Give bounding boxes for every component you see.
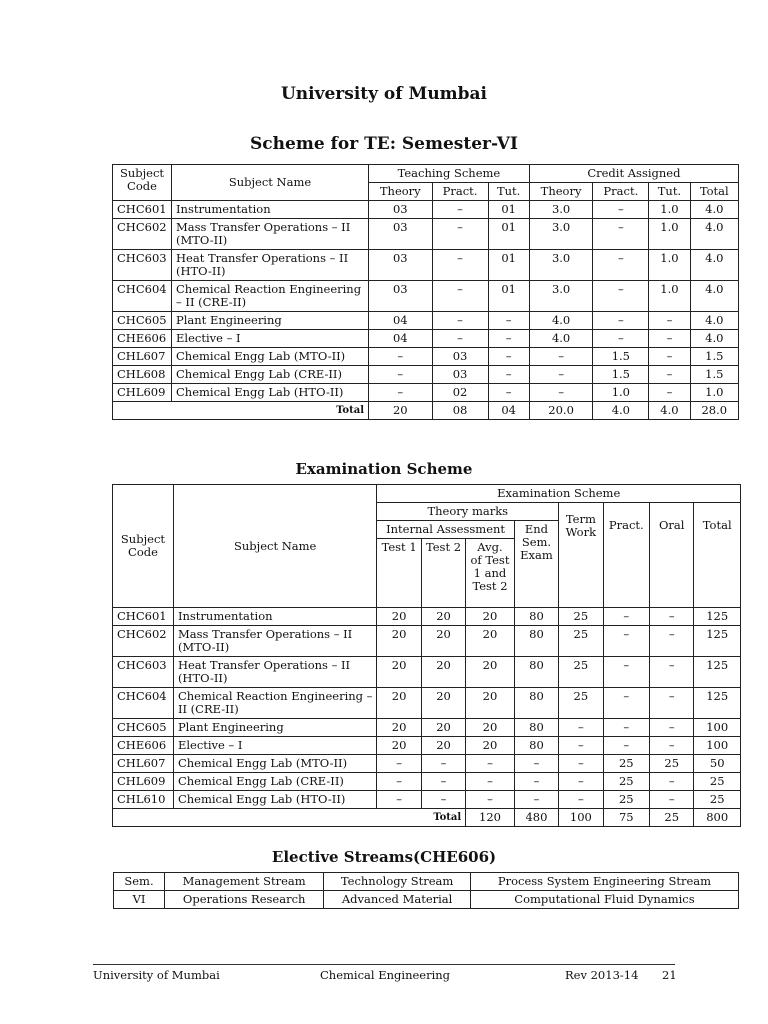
management-value: Operations Research bbox=[165, 891, 324, 909]
table-cell: – bbox=[466, 755, 515, 773]
total-row bbox=[113, 809, 741, 827]
table-cell: 4.0 bbox=[690, 219, 738, 250]
table-cell: – bbox=[432, 312, 488, 330]
table-row bbox=[113, 281, 739, 312]
table-cell: 20 bbox=[377, 737, 421, 755]
table-cell: – bbox=[377, 755, 421, 773]
table-cell: – bbox=[650, 719, 694, 737]
table-cell: – bbox=[603, 626, 649, 657]
header-subject-name: Subject Name bbox=[173, 485, 376, 608]
header-sem: Sem. bbox=[114, 873, 165, 891]
table-cell: – bbox=[488, 312, 529, 330]
table-cell: – bbox=[559, 737, 603, 755]
header-avg: Avg. of Test 1 and Test 2 bbox=[466, 539, 515, 608]
scheme-title: Scheme for TE: Semester-VI bbox=[250, 134, 518, 154]
table-row bbox=[113, 657, 741, 688]
table-row bbox=[113, 608, 741, 626]
table-cell: 04 bbox=[369, 330, 433, 348]
subject-code: CHL609 bbox=[113, 773, 174, 791]
table-cell: 20 bbox=[466, 719, 515, 737]
table-row bbox=[113, 330, 739, 348]
table-cell: 1.0 bbox=[649, 281, 690, 312]
header-pract: Pract. bbox=[432, 183, 488, 201]
table-cell: 20 bbox=[421, 688, 465, 719]
table-cell: 1.5 bbox=[690, 366, 738, 384]
table-cell: 03 bbox=[432, 348, 488, 366]
table-cell: – bbox=[650, 737, 694, 755]
table-cell: 80 bbox=[514, 608, 558, 626]
subject-code: CHL609 bbox=[113, 384, 172, 402]
table-cell: 80 bbox=[514, 657, 558, 688]
table-cell: – bbox=[593, 219, 649, 250]
total-cell: 20 bbox=[369, 402, 433, 420]
subject-name: Heat Transfer Operations – II (HTO-II) bbox=[172, 250, 369, 281]
table-cell: – bbox=[421, 773, 465, 791]
table-cell: 1.0 bbox=[593, 384, 649, 402]
table-cell: – bbox=[649, 348, 690, 366]
table-cell: 80 bbox=[514, 737, 558, 755]
total-label: Total bbox=[113, 402, 369, 420]
subject-name: Instrumentation bbox=[173, 608, 376, 626]
table-cell: – bbox=[488, 348, 529, 366]
subject-code: CHL607 bbox=[113, 348, 172, 366]
header-credit-assigned: Credit Assigned bbox=[529, 165, 738, 183]
table-row bbox=[113, 773, 741, 791]
elective-streams-table bbox=[113, 872, 739, 909]
table-cell: – bbox=[529, 384, 593, 402]
subject-code: CHC605 bbox=[113, 719, 174, 737]
table-cell: – bbox=[432, 281, 488, 312]
table-cell: – bbox=[649, 330, 690, 348]
table-cell: – bbox=[432, 330, 488, 348]
header-oral: Oral bbox=[650, 503, 694, 608]
table-cell: 4.0 bbox=[690, 312, 738, 330]
table-cell: 20 bbox=[466, 657, 515, 688]
footer-university: University of Mumbai bbox=[93, 968, 220, 982]
table-cell: – bbox=[514, 755, 558, 773]
header-subject-code: Subject Code bbox=[113, 485, 174, 608]
footer-page-number: 21 bbox=[662, 968, 677, 982]
table-cell: – bbox=[432, 250, 488, 281]
table-cell: – bbox=[488, 384, 529, 402]
table-cell: 20 bbox=[377, 719, 421, 737]
header-tut: Tut. bbox=[488, 183, 529, 201]
subject-code: CHL608 bbox=[113, 366, 172, 384]
table-cell: 125 bbox=[694, 657, 741, 688]
exam-title: Examination Scheme bbox=[295, 460, 473, 478]
subject-name: Mass Transfer Operations – II (MTO-II) bbox=[173, 626, 376, 657]
header-pract: Pract. bbox=[593, 183, 649, 201]
table-cell: 03 bbox=[369, 201, 433, 219]
table-cell: – bbox=[421, 755, 465, 773]
header-end-sem: End Sem. Exam bbox=[514, 521, 558, 608]
subject-name: Elective – I bbox=[173, 737, 376, 755]
total-row bbox=[113, 402, 739, 420]
header-theory: Theory bbox=[369, 183, 433, 201]
subject-name: Chemical Engg Lab (MTO-II) bbox=[172, 348, 369, 366]
table-cell: 20 bbox=[377, 626, 421, 657]
subject-name: Mass Transfer Operations – II (MTO-II) bbox=[172, 219, 369, 250]
table-cell: 25 bbox=[559, 608, 603, 626]
table-cell: 50 bbox=[694, 755, 741, 773]
subject-code: CHC601 bbox=[113, 201, 172, 219]
table-row bbox=[113, 791, 741, 809]
total-cell: 75 bbox=[603, 809, 649, 827]
teaching-scheme-table bbox=[112, 164, 739, 420]
footer-department: Chemical Engineering bbox=[320, 968, 451, 982]
table-cell: – bbox=[603, 657, 649, 688]
total-cell: 480 bbox=[514, 809, 558, 827]
table-cell: 20 bbox=[421, 608, 465, 626]
subject-name: Elective – I bbox=[172, 330, 369, 348]
table-cell: 25 bbox=[559, 688, 603, 719]
table-cell: – bbox=[593, 330, 649, 348]
table-cell: 03 bbox=[369, 281, 433, 312]
table-cell: – bbox=[559, 791, 603, 809]
table-cell: – bbox=[559, 719, 603, 737]
subject-name: Heat Transfer Operations – II (HTO-II) bbox=[173, 657, 376, 688]
subject-code: CHC603 bbox=[113, 657, 174, 688]
table-cell: 25 bbox=[603, 773, 649, 791]
table-cell: – bbox=[603, 737, 649, 755]
table-row bbox=[113, 219, 739, 250]
table-cell: 4.0 bbox=[529, 312, 593, 330]
subject-code: CHC604 bbox=[113, 281, 172, 312]
table-cell: – bbox=[432, 219, 488, 250]
table-cell: 01 bbox=[488, 281, 529, 312]
total-cell: 4.0 bbox=[649, 402, 690, 420]
table-cell: – bbox=[432, 201, 488, 219]
header-exam-scheme: Examination Scheme bbox=[377, 485, 741, 503]
subject-name: Chemical Engg Lab (CRE-II) bbox=[172, 366, 369, 384]
table-cell: 1.5 bbox=[593, 348, 649, 366]
table-cell: – bbox=[603, 719, 649, 737]
table-cell: 1.0 bbox=[690, 384, 738, 402]
table-cell: – bbox=[649, 384, 690, 402]
table-cell: 3.0 bbox=[529, 201, 593, 219]
table-cell: 20 bbox=[377, 688, 421, 719]
table-cell: – bbox=[649, 312, 690, 330]
table-cell: – bbox=[603, 688, 649, 719]
table-cell: 02 bbox=[432, 384, 488, 402]
table-cell: 20 bbox=[421, 626, 465, 657]
header-technology: Technology Stream bbox=[324, 873, 471, 891]
table-cell: 1.0 bbox=[649, 250, 690, 281]
subject-code: CHE606 bbox=[113, 330, 172, 348]
table-cell: – bbox=[650, 773, 694, 791]
table-cell: 25 bbox=[694, 791, 741, 809]
table-cell: – bbox=[514, 791, 558, 809]
table-cell: 3.0 bbox=[529, 219, 593, 250]
table-cell: – bbox=[377, 791, 421, 809]
table-cell: – bbox=[466, 791, 515, 809]
table-cell: 25 bbox=[559, 626, 603, 657]
table-cell: 4.0 bbox=[690, 201, 738, 219]
table-cell: – bbox=[369, 348, 433, 366]
table-cell: – bbox=[593, 281, 649, 312]
table-row bbox=[113, 366, 739, 384]
table-cell: 25 bbox=[603, 755, 649, 773]
header-internal-assessment: Internal Assessment bbox=[377, 521, 514, 539]
table-cell: – bbox=[649, 366, 690, 384]
header-pract: Pract. bbox=[603, 503, 649, 608]
table-cell: – bbox=[593, 201, 649, 219]
elective-title: Elective Streams(CHE606) bbox=[271, 848, 497, 866]
subject-code: CHC602 bbox=[113, 219, 172, 250]
footer-revision: Rev 2013-14 bbox=[565, 968, 639, 982]
table-cell: 03 bbox=[369, 250, 433, 281]
total-cell: 20.0 bbox=[529, 402, 593, 420]
header-process-system: Process System Engineering Stream bbox=[470, 873, 738, 891]
page-title: University of Mumbai bbox=[280, 84, 488, 104]
table-cell: 20 bbox=[377, 608, 421, 626]
subject-name: Chemical Reaction Engineering – II (CRE-II) bbox=[173, 688, 376, 719]
table-cell: 20 bbox=[466, 608, 515, 626]
table-cell: 125 bbox=[694, 688, 741, 719]
table-cell: 80 bbox=[514, 688, 558, 719]
header-subject-code: Subject Code bbox=[113, 165, 172, 201]
exam-scheme-table bbox=[112, 484, 741, 827]
total-cell: 08 bbox=[432, 402, 488, 420]
subject-name: Instrumentation bbox=[172, 201, 369, 219]
table-cell: 25 bbox=[694, 773, 741, 791]
header-teaching-scheme: Teaching Scheme bbox=[369, 165, 530, 183]
table-cell: 01 bbox=[488, 201, 529, 219]
header-term-work: Term Work bbox=[559, 503, 603, 608]
table-cell: 20 bbox=[466, 626, 515, 657]
table-cell: 1.5 bbox=[690, 348, 738, 366]
header-theory: Theory bbox=[529, 183, 593, 201]
footer-rule bbox=[93, 964, 675, 965]
table-cell: 25 bbox=[603, 791, 649, 809]
subject-name: Plant Engineering bbox=[172, 312, 369, 330]
subject-code: CHE606 bbox=[113, 737, 174, 755]
table-cell: 4.0 bbox=[690, 281, 738, 312]
table-cell: – bbox=[369, 384, 433, 402]
table-cell: 4.0 bbox=[690, 250, 738, 281]
total-cell: 25 bbox=[650, 809, 694, 827]
table-cell: 20 bbox=[421, 737, 465, 755]
table-cell: 03 bbox=[432, 366, 488, 384]
table-row bbox=[113, 755, 741, 773]
header-total: Total bbox=[694, 503, 741, 608]
total-cell: 800 bbox=[694, 809, 741, 827]
table-cell: – bbox=[514, 773, 558, 791]
table-cell: – bbox=[593, 250, 649, 281]
header-test-1: Test 1 bbox=[377, 539, 421, 608]
table-cell: – bbox=[650, 688, 694, 719]
table-cell: – bbox=[369, 366, 433, 384]
subject-name: Chemical Engg Lab (MTO-II) bbox=[173, 755, 376, 773]
table-cell: – bbox=[650, 791, 694, 809]
table-row bbox=[113, 688, 741, 719]
subject-name: Chemical Engg Lab (CRE-II) bbox=[173, 773, 376, 791]
header-tut: Tut. bbox=[649, 183, 690, 201]
table-cell: – bbox=[421, 791, 465, 809]
total-cell: 4.0 bbox=[593, 402, 649, 420]
table-cell: – bbox=[377, 773, 421, 791]
table-cell: 20 bbox=[421, 719, 465, 737]
table-cell: 80 bbox=[514, 626, 558, 657]
subject-code: CHC601 bbox=[113, 608, 174, 626]
subject-code: CHL607 bbox=[113, 755, 174, 773]
subject-name: Chemical Engg Lab (HTO-II) bbox=[172, 384, 369, 402]
table-cell: 1.0 bbox=[649, 201, 690, 219]
header-subject-name: Subject Name bbox=[172, 165, 369, 201]
table-cell: 125 bbox=[694, 626, 741, 657]
table-cell: – bbox=[529, 348, 593, 366]
table-row bbox=[113, 384, 739, 402]
table-cell: – bbox=[603, 608, 649, 626]
total-cell: 28.0 bbox=[690, 402, 738, 420]
table-cell: 125 bbox=[694, 608, 741, 626]
table-cell: – bbox=[529, 366, 593, 384]
table-cell: 01 bbox=[488, 219, 529, 250]
subject-code: CHC605 bbox=[113, 312, 172, 330]
total-cell: 120 bbox=[466, 809, 515, 827]
table-cell: 3.0 bbox=[529, 281, 593, 312]
table-cell: – bbox=[593, 312, 649, 330]
table-cell: 80 bbox=[514, 719, 558, 737]
table-cell: 4.0 bbox=[690, 330, 738, 348]
subject-name: Plant Engineering bbox=[173, 719, 376, 737]
subject-name: Chemical Engg Lab (HTO-II) bbox=[173, 791, 376, 809]
table-row bbox=[113, 312, 739, 330]
total-cell: 04 bbox=[488, 402, 529, 420]
technology-value: Advanced Material bbox=[324, 891, 471, 909]
header-total: Total bbox=[690, 183, 738, 201]
table-row bbox=[113, 719, 741, 737]
sem-value: VI bbox=[114, 891, 165, 909]
header-theory-marks: Theory marks bbox=[377, 503, 559, 521]
table-cell: 1.0 bbox=[649, 219, 690, 250]
table-cell: 20 bbox=[466, 737, 515, 755]
table-cell: 4.0 bbox=[529, 330, 593, 348]
table-cell: – bbox=[650, 626, 694, 657]
table-cell: 100 bbox=[694, 719, 741, 737]
table-cell: – bbox=[559, 773, 603, 791]
subject-name: Chemical Reaction Engineering – II (CRE-II) bbox=[172, 281, 369, 312]
table-row bbox=[113, 348, 739, 366]
table-cell: 100 bbox=[694, 737, 741, 755]
table-cell: 20 bbox=[377, 657, 421, 688]
table-cell: 3.0 bbox=[529, 250, 593, 281]
header-management: Management Stream bbox=[165, 873, 324, 891]
subject-code: CHC604 bbox=[113, 688, 174, 719]
subject-code: CHL610 bbox=[113, 791, 174, 809]
table-cell: – bbox=[488, 330, 529, 348]
table-cell: – bbox=[488, 366, 529, 384]
table-cell: – bbox=[650, 657, 694, 688]
table-cell: 25 bbox=[559, 657, 603, 688]
table-cell: – bbox=[559, 755, 603, 773]
header-test-2: Test 2 bbox=[421, 539, 465, 608]
subject-code: CHC603 bbox=[113, 250, 172, 281]
total-label: Total bbox=[113, 809, 466, 827]
subject-code: CHC602 bbox=[113, 626, 174, 657]
table-cell: – bbox=[650, 608, 694, 626]
total-cell: 100 bbox=[559, 809, 603, 827]
table-cell: 01 bbox=[488, 250, 529, 281]
table-cell: 04 bbox=[369, 312, 433, 330]
process-system-value: Computational Fluid Dynamics bbox=[470, 891, 738, 909]
table-cell: 03 bbox=[369, 219, 433, 250]
table-cell: 20 bbox=[466, 688, 515, 719]
table-row bbox=[113, 626, 741, 657]
table-row bbox=[113, 201, 739, 219]
table-cell: 1.5 bbox=[593, 366, 649, 384]
table-row bbox=[113, 250, 739, 281]
table-row bbox=[113, 737, 741, 755]
table-cell: 25 bbox=[650, 755, 694, 773]
table-cell: – bbox=[466, 773, 515, 791]
table-cell: 20 bbox=[421, 657, 465, 688]
